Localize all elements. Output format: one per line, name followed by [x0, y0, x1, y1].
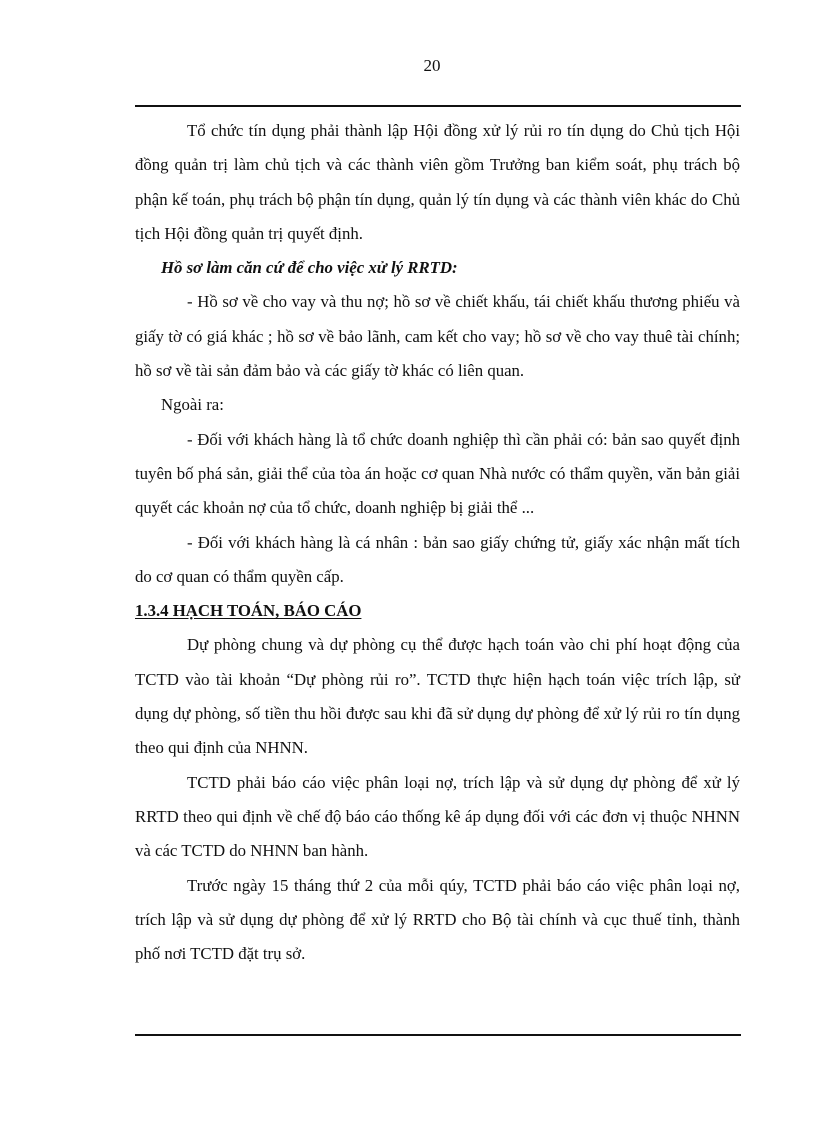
paragraph-individual-customers: - Đối với khách hàng là cá nhân : bản sao giấy chứng tử, giấy xác nhận mất tích do cơ quan có thẩm quyền cấp. [135, 532, 740, 586]
page-number: 20 [423, 56, 441, 75]
paragraph-enterprise-customers: - Đối với khách hàng là tổ chức doanh nghiệp thì cần phải có: bản sao quyết định tuyên bố phá sản, giải thể của tòa án hoặc cơ quan Nhà nước có thẩm quyền, văn bản giải quyết các khoản nợ của tổ chức, doanh nghiệp bị giải thể ... [135, 429, 740, 518]
paragraph-reporting-requirements: TCTD phải báo cáo việc phân loại nợ, trích lập và sử dụng dự phòng để xử lý RRTD theo qui định về chế độ báo cáo thống kê áp dụng đối với các đơn vị thuộc NHNN và các TCTD do NHNN ban hành. [135, 772, 740, 861]
page-body [135, 114, 740, 971]
header-rule [135, 105, 741, 107]
paragraph-credit-committee: Tổ chức tín dụng phải thành lập Hội đồng xử lý rủi ro tín dụng do Chủ tịch Hội đồng quản trị làm chủ tịch và các thành viên gồm Trưởng ban kiểm soát, phụ trách bộ phận kế toán, phụ trách bộ phận tín dụng, quản lý tín dụng và các thành viên khác do Chủ tịch Hội đồng quản trị quyết định. [135, 121, 740, 243]
paragraph-loan-documents: - Hồ sơ về cho vay và thu nợ; hồ sơ về chiết khấu, tái chiết khấu thương phiếu và giấy tờ có giá khác ; hồ sơ về bảo lãnh, cam kết cho vay; hồ sơ về cho vay thuê tài chính; hồ sơ về tài sản đảm bảo và các giấy tờ khác có liên quan. [135, 292, 740, 381]
paragraph-additionally: Ngoài ra: [161, 395, 224, 415]
documents-heading: Hồ sơ làm căn cứ để cho việc xử lý RRTD: [161, 258, 458, 278]
section-heading-accounting-reporting: 1.3.4 HẠCH TOÁN, BÁO CÁO [135, 601, 362, 621]
footer-rule [135, 1034, 741, 1036]
paragraph-quarterly-report: Trước ngày 15 tháng thứ 2 của mỗi qúy, TCTD phải báo cáo việc phân loại nợ, trích lập và sử dụng dự phòng để xử lý RRTD cho Bộ tài chính và cục thuế tỉnh, thành phố nơi TCTD đặt trụ sở. [135, 875, 740, 964]
paragraph-provision-accounting: Dự phòng chung và dự phòng cụ thể được hạch toán vào chi phí hoạt động của TCTD vào tài khoản “Dự phòng rủi ro”. TCTD thực hiện hạch toán việc trích lập, sử dụng dự phòng, số tiền thu hồi được sau khi đã sử dụng dự phòng để xử lý rủi ro tín dụng theo qui định của NHNN. [135, 635, 740, 758]
